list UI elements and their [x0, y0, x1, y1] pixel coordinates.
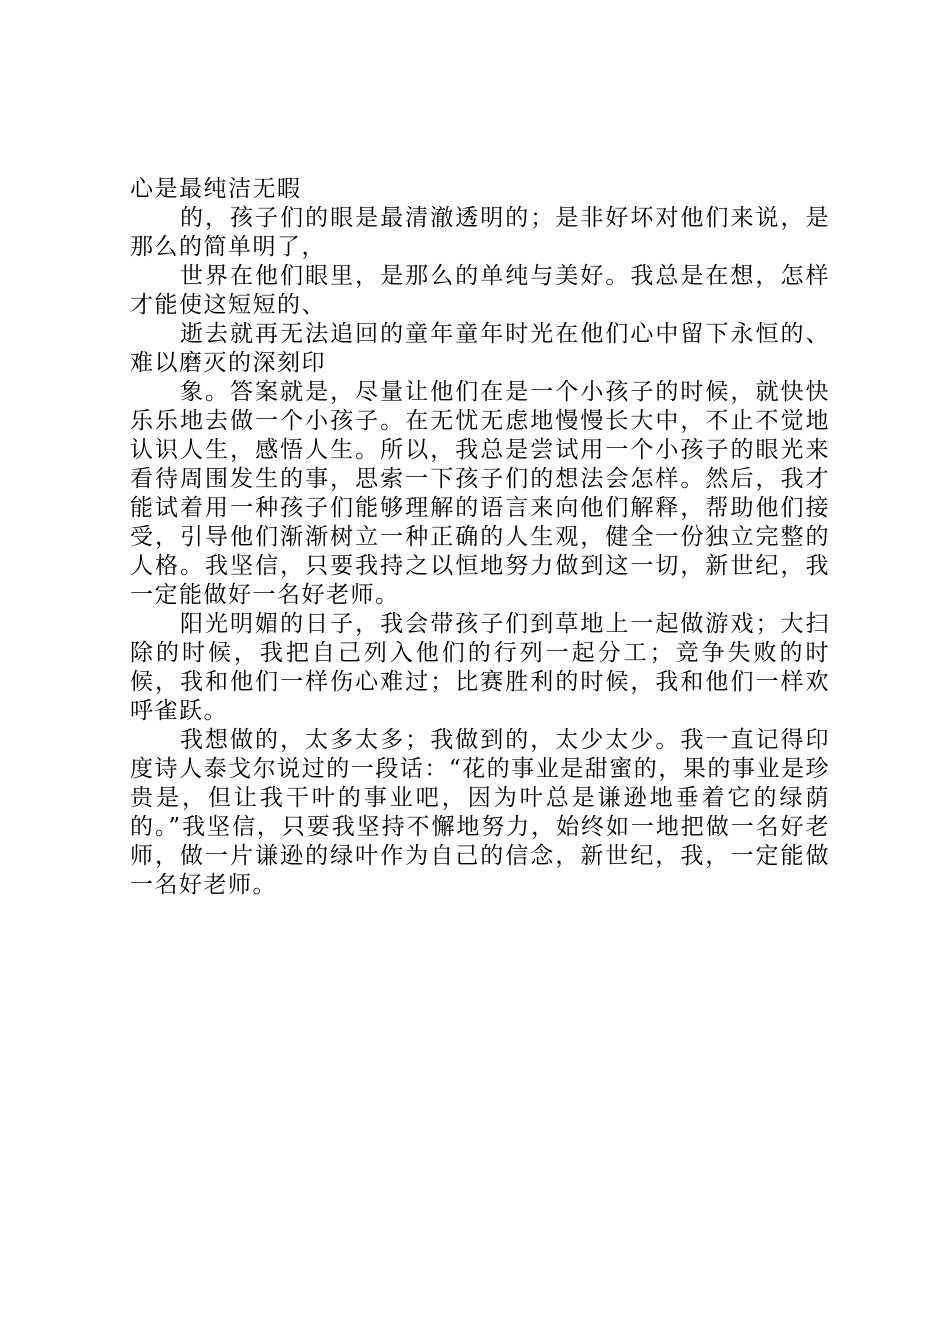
paragraph: 逝去就再无法追回的童年童年时光在他们心中留下永恒的、难以磨灭的深刻印 — [130, 321, 830, 376]
document-body — [130, 175, 830, 900]
paragraph: 心是最纯洁无暇 — [130, 176, 302, 202]
paragraph: 阳光明媚的日子，我会带孩子们到草地上一起做游戏；大扫除的时候，我把自己列入他们的行列一起分工；竞争失败的时候，我和他们一样伤心难过；比赛胜利的时候，我和他们一样欢呼雀跃。 — [130, 611, 830, 724]
paragraph: 我想做的，太多太多；我做到的，太少太少。我一直记得印度诗人泰戈尔说过的一段话：“花的事业是甜蜜的，果的事业是珍贵是，但让我干叶的事业吧，因为叶总是谦逊地垂着它的绿荫的。”我坚信，只要我坚持不懈地努力，始终如一地把做一名好老师，做一片谦逊的绿叶作为自己的信念，新世纪，我，一定能做一名好老师。 — [130, 727, 830, 898]
paragraph: 世界在他们眼里，是那么的单纯与美好。我总是在想，怎样才能使这短短的、 — [130, 263, 830, 318]
paragraph: 的，孩子们的眼是最清澈透明的；是非好坏对他们来说，是那么的简单明了， — [130, 205, 830, 260]
paragraph: 象。答案就是，尽量让他们在是一个小孩子的时候，就快快乐乐地去做一个小孩子。在无忧无虑地慢慢长大中，不止不觉地认识人生，感悟人生。所以，我总是尝试用一个小孩子的眼光来看待周围发生的事，思索一下孩子们的想法会怎样。然后，我才能试着用一种孩子们能够理解的语言来向他们解释，帮助他们接受，引导他们渐渐树立一种正确的人生观，健全一份独立完整的人格。我坚信，只要我持之以恒地努力做到这一切，新世纪，我一定能做好一名好老师。 — [130, 379, 830, 608]
